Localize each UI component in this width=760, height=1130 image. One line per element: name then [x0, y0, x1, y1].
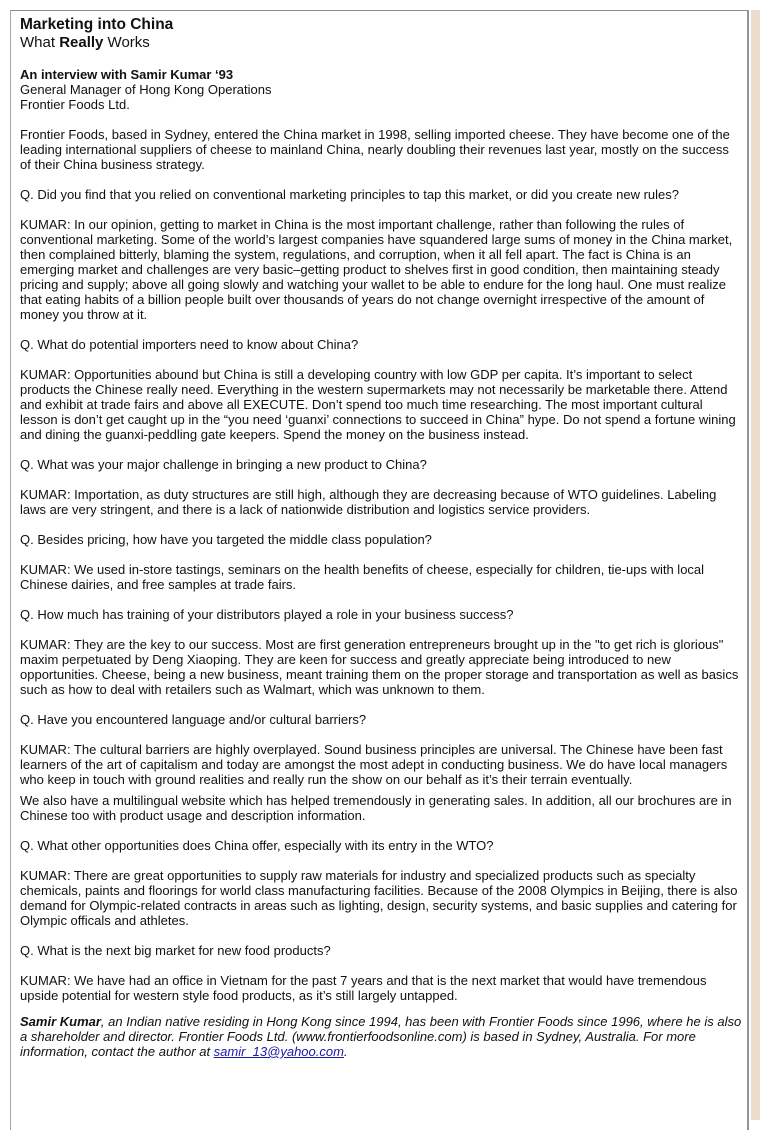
- question: Q. Besides pricing, how have you targeted the middle class population?: [20, 532, 432, 547]
- question: Q. What do potential importers need to know about China?: [20, 337, 359, 352]
- article: [20, 16, 742, 1059]
- bio-text: , an Indian native residing in Hong Kong since 1994, has been with Frontier Foods since 1996, where he is also a shareholder and director. Frontier Foods Ltd. (www.frontierfoodsonline.com) is based in Sydney, Australia. For more information, contact the author at: [20, 1014, 742, 1059]
- byline-company: Frontier Foods Ltd.: [20, 97, 130, 112]
- answer: KUMAR: We have had an office in Vietnam for the past 7 years and that is the next market that would have tremendous upside potential for western style food products, as it’s still largely untapped.: [20, 973, 707, 1003]
- question: Q. Did you find that you relied on conventional marketing principles to tap this market, or did you create new rules?: [20, 187, 680, 202]
- answer: KUMAR: They are the key to our success. Most are first generation entrepreneurs brought up in the "to get rich is glorious" maxim perpetuated by Deng Xiaoping. They are keen for success and greatly appreciate being introduced to new opportunities. Cheese, being a new business, meant training them on the proper storage and transportation as well as basics such as how to deal with retailers such as Walmart, which was unknown to them.: [20, 637, 739, 697]
- byline: [20, 67, 742, 112]
- question: Q. What is the next big market for new food products?: [20, 943, 331, 958]
- answer: KUMAR: Opportunities abound but China is still a developing country with low GDP per capita. It’s important to select products the Chinese really need. Everything in the western supermarkets may not necessarily be marketable there. Attend and exhibit at trade fairs and above all EXECUTE. Don’t spend too much time researching. The most important cultural lesson is don’t get caught up in the “you need ‘guanxi’ connections to succeed in China” hype. Do not spend a fortune wining and dining the guanxi-peddling gate keepers. Spend the money on the business instead.: [20, 367, 736, 442]
- article-subtitle: [20, 34, 742, 52]
- answer-continued: We also have a multilingual website which has helped tremendously in generating sales. In addition, all our brochures are in Chinese too with product usage and description information.: [20, 793, 732, 823]
- answer: KUMAR: There are great opportunities to supply raw materials for industry and specialized products such as specialty chemicals, paints and floorings for world class manufacturing facilities. Because of the 2008 Olympics in Beijing, there is also demand for Olympic-related contracts in areas such as lighting, design, security systems, and basic supplies and catering for Olympic officals and athletes.: [20, 868, 738, 928]
- answer: KUMAR: We used in-store tastings, seminars on the health benefits of cheese, especially for children, tie-ups with local Chinese dairies, and free samples at trade fairs.: [20, 562, 705, 592]
- author-email-link[interactable]: samir_13@yahoo.com: [213, 1044, 344, 1059]
- question: Q. What other opportunities does China offer, especially with its entry in the WTO?: [20, 838, 494, 853]
- question: Q. What was your major challenge in bringing a new product to China?: [20, 457, 427, 472]
- answer: KUMAR: Importation, as duty structures are still high, although they are decreasing because of WTO guidelines. Labeling laws are very stringent, and there is a lack of nationwide distribution and logistics service providers.: [20, 487, 717, 517]
- intro-paragraph: Frontier Foods, based in Sydney, entered the China market in 1998, selling imported cheese. They have become one of the leading international suppliers of cheese to mainland China, nearly doubling their revenues last year, mostly on the success of their China business strategy.: [20, 127, 730, 172]
- answer: KUMAR: The cultural barriers are highly overplayed. Sound business principles are universal. The Chinese have been fast learners of the art of capitalism and today are amongst the most adept in conducting business. We do have local managers who keep in touch with ground realities and really run the show on our behalf as it’s their terrain eventually.: [20, 742, 728, 787]
- subtitle-text: What: [20, 34, 60, 51]
- page-edge-strip: [751, 10, 760, 1120]
- question: Q. How much has training of your distributors played a role in your business success?: [20, 607, 514, 622]
- subtitle-emphasis: Really: [59, 34, 104, 51]
- article-title: Marketing into China: [20, 16, 174, 33]
- byline-role: General Manager of Hong Kong Operations: [20, 82, 272, 97]
- bio-end: .: [343, 1044, 348, 1059]
- author-name: Samir Kumar: [20, 1014, 101, 1029]
- byline-lead: An interview with Samir Kumar ‘93: [20, 67, 234, 82]
- subtitle-text: Works: [103, 34, 150, 51]
- answer: KUMAR: In our opinion, getting to market in China is the most important challenge, rather than following the rules of conventional marketing. Some of the world’s largest companies have squandered large sums of money in the China market, then complained bitterly, blaming the system, regulations, and corruption, when it all fell apart. The fact is China is an emerging market and challenges are very basic–getting product to shelves first in good condition, then maintaining steady pricing and supply; above all going slowly and watching your wallet to be able to endure for the long haul. One must realize that eating habits of a billion people built over thousands of years do not change overnight irrespective of the amount of money you throw at it.: [20, 217, 733, 322]
- question: Q. Have you encountered language and/or cultural barriers?: [20, 712, 367, 727]
- author-bio: [20, 1014, 742, 1059]
